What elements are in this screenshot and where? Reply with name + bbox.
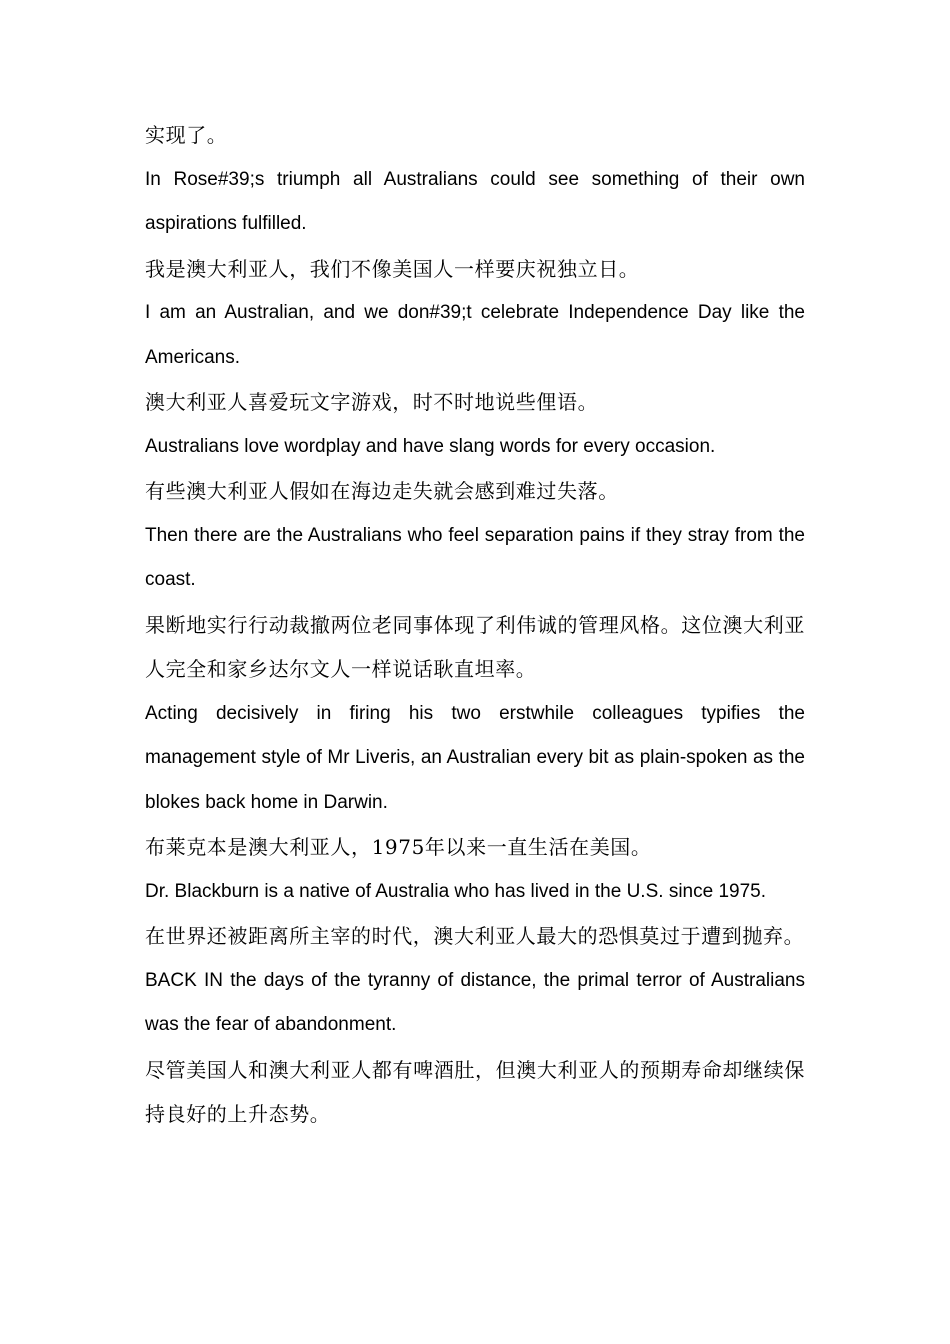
chinese-paragraph: 澳大利亚人喜爱玩文字游戏，时不时地说些俚语。 [145, 390, 599, 414]
chinese-paragraph: 布莱克本是澳大利亚人，1975年以来一直生活在美国。 [145, 835, 652, 859]
document-body [145, 113, 805, 1137]
english-paragraph: Australians love wordplay and have slang words for every occasion. [145, 435, 716, 457]
chinese-paragraph: 果断地实行行动裁撤两位老同事体现了利伟诚的管理风格。这位澳大利亚人完全和家乡达尔文人一样说话耿直坦率。 [145, 612, 805, 681]
english-paragraph: BACK IN the days of the tyranny of distance, the primal terror of Australians was the fear of abandonment. [145, 969, 805, 1035]
english-paragraph: Acting decisively in firing his two erstwhile colleagues typifies the management style of Mr Liveris, an Australian every bit as plain-spoken as the blokes back home in Darwin. [145, 702, 805, 813]
english-paragraph: Then there are the Australians who feel separation pains if they stray from the coast. [145, 524, 805, 590]
english-paragraph: I am an Australian, and we don#39;t celebrate Independence Day like the Americans. [145, 302, 805, 368]
english-paragraph: Dr. Blackburn is a native of Australia who has lived in the U.S. since 1975. [145, 880, 766, 902]
chinese-paragraph: 有些澳大利亚人假如在海边走失就会感到难过失落。 [145, 479, 619, 503]
chinese-paragraph: 在世界还被距离所主宰的时代，澳大利亚人最大的恐惧莫过于遭到抛弃。 [145, 924, 805, 948]
chinese-paragraph: 我是澳大利亚人，我们不像美国人一样要庆祝独立日。 [145, 256, 640, 281]
chinese-paragraph: 尽管美国人和澳大利亚人都有啤酒肚，但澳大利亚人的预期寿命却继续保持良好的上升态势。 [145, 1057, 805, 1126]
english-paragraph: In Rose#39;s triumph all Australians could see something of their own aspirations fulfilled. [145, 168, 805, 234]
chinese-paragraph: 实现了。 [145, 123, 228, 147]
